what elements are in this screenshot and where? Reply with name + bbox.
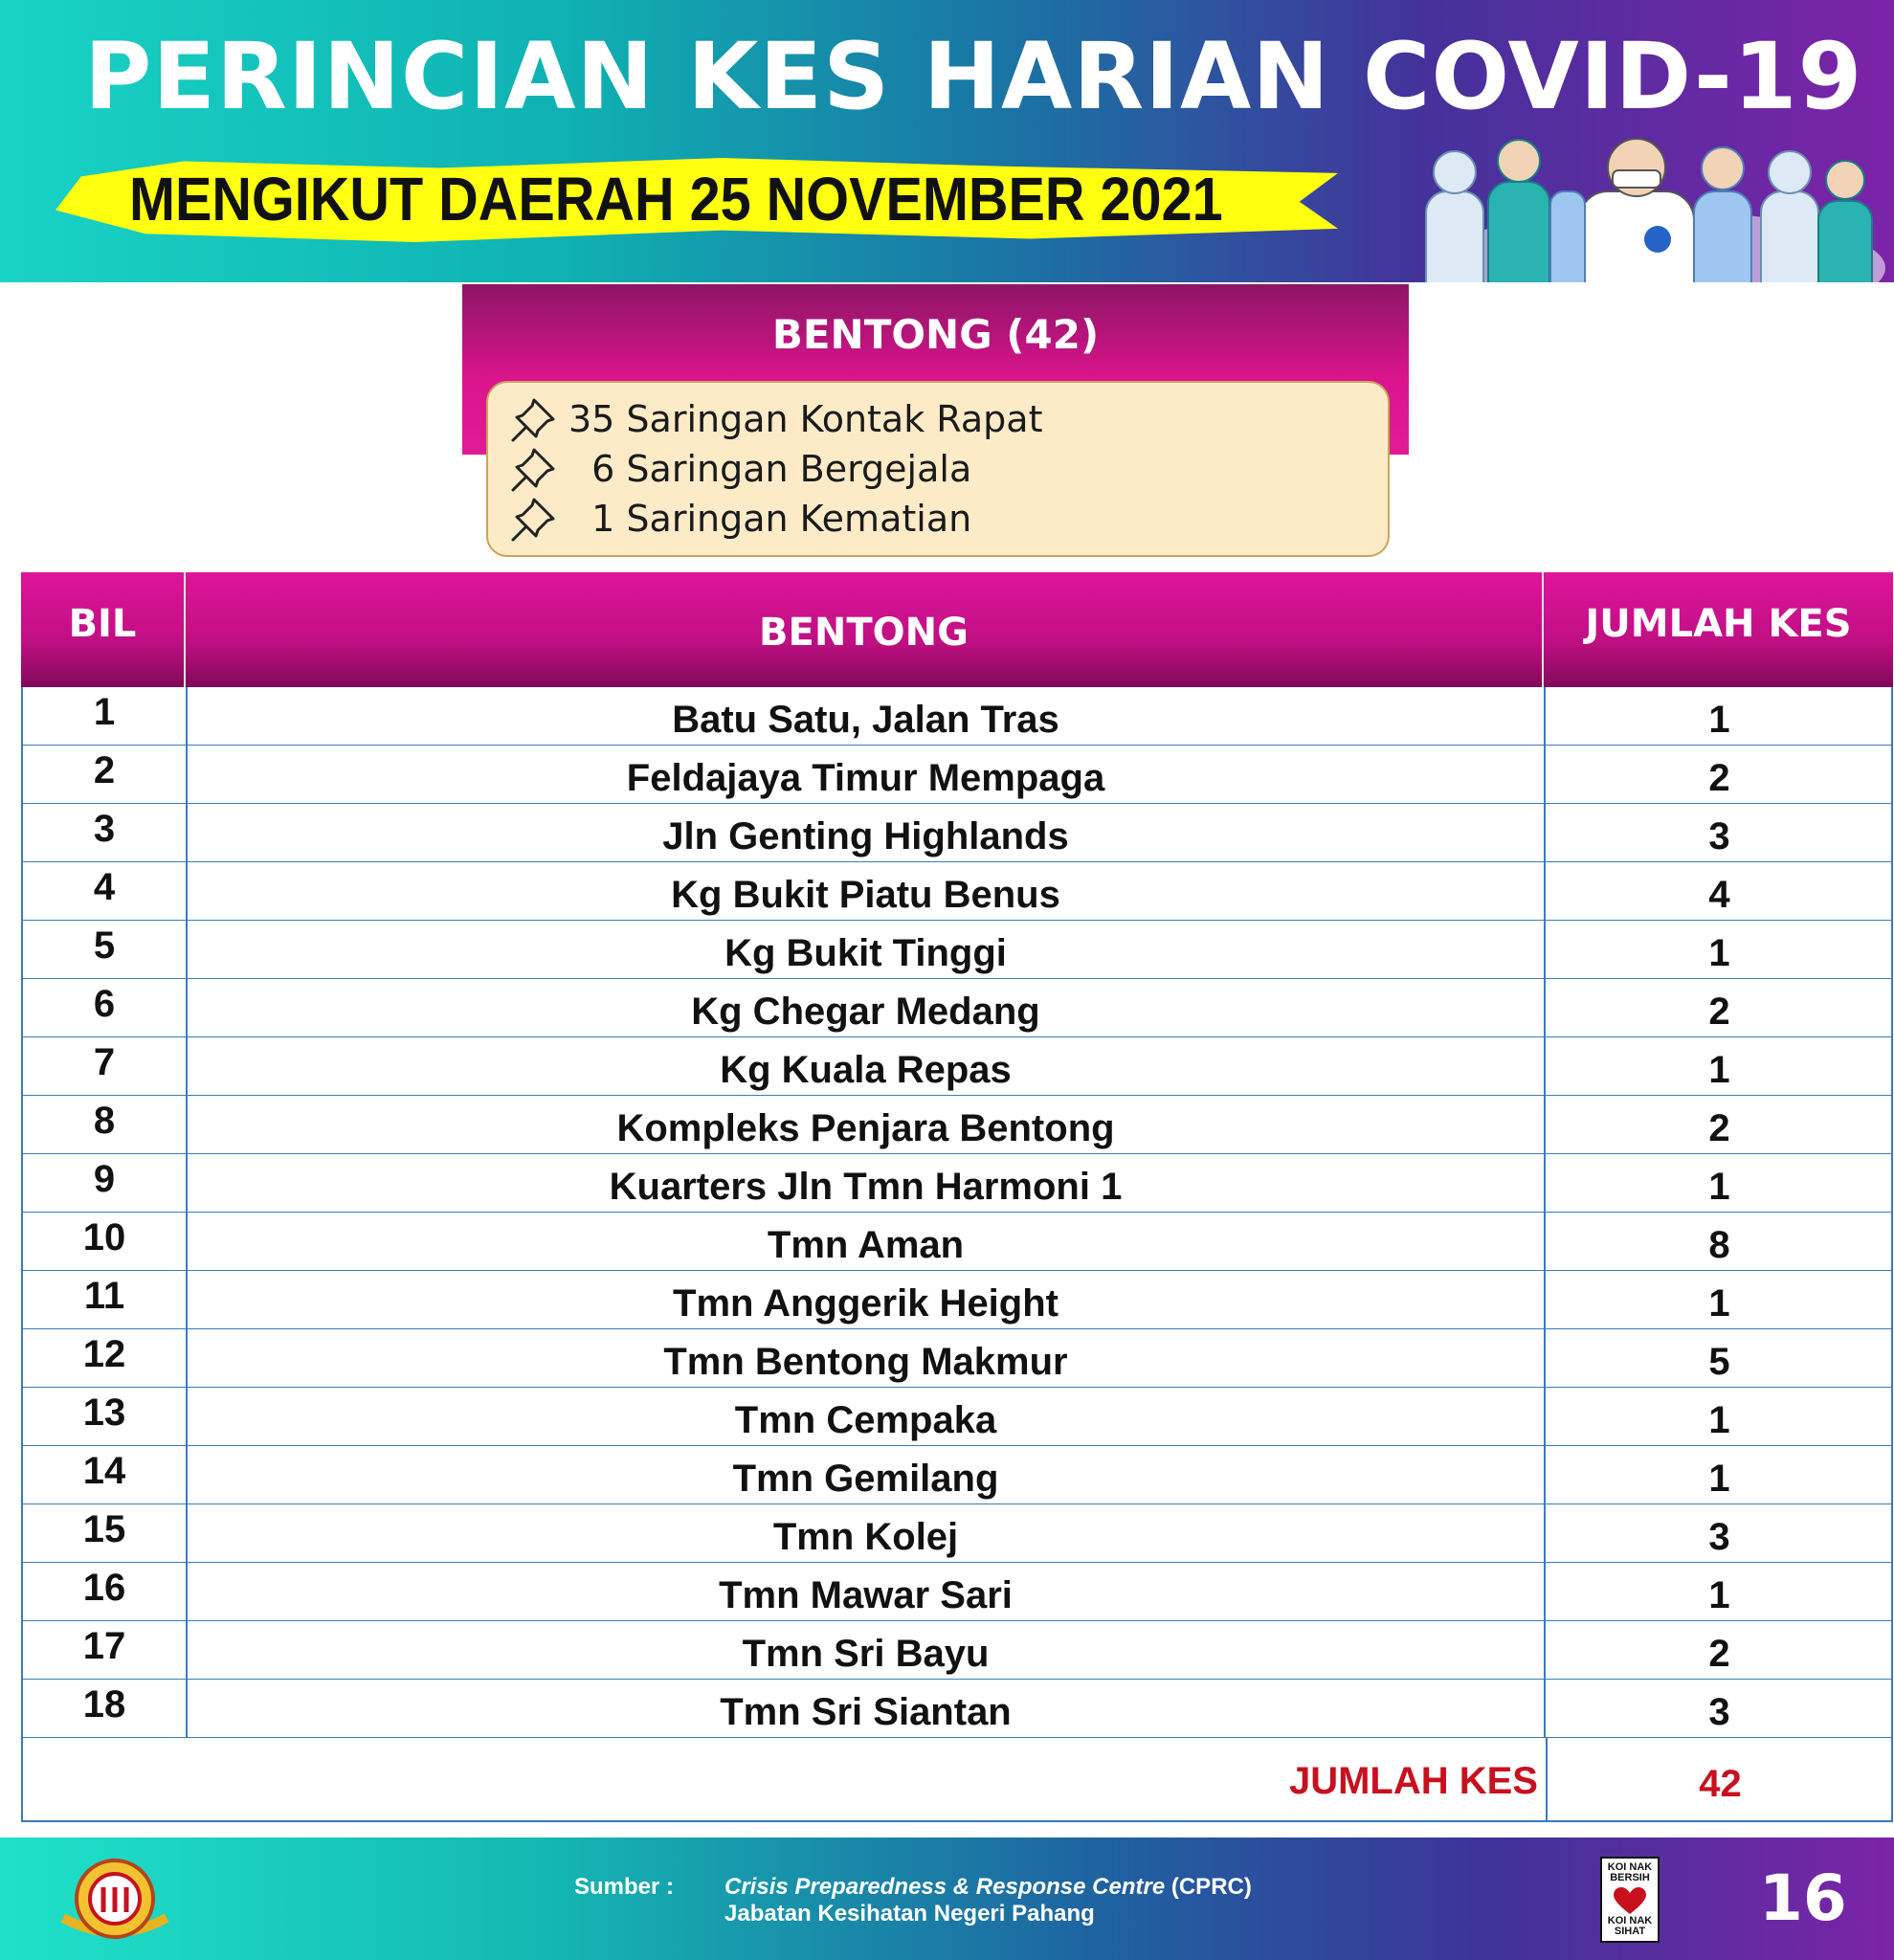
source-org-name: Crisis Preparedness & Response Centre [724, 1874, 1166, 1900]
cell-area: Kg Bukit Tinggi [188, 921, 1546, 978]
koi-nak-sihat-badge [1600, 1857, 1660, 1943]
table-row [23, 804, 1891, 862]
header-banner [0, 0, 1894, 282]
cell-count: 1 [1708, 1399, 1730, 1441]
cell-count: 1 [1708, 1282, 1730, 1325]
table-row [23, 921, 1891, 979]
cell-area: Tmn Aman [188, 1213, 1546, 1270]
table-row [23, 1621, 1891, 1680]
cell-area: Batu Satu, Jalan Tras [188, 687, 1546, 745]
cell-count: 2 [1708, 991, 1730, 1033]
cell-area: Feldajaya Timur Mempaga [188, 746, 1546, 803]
cell-bil: 7 [23, 1037, 188, 1095]
cell-area: Kuarters Jln Tmn Harmoni 1 [188, 1154, 1546, 1212]
cell-area: Tmn Sri Bayu [188, 1621, 1546, 1679]
pushpin-icon [509, 394, 559, 444]
column-header-count: JUMLAH KES [1585, 602, 1852, 646]
cell-bil: 11 [23, 1271, 188, 1328]
table-row [23, 1504, 1891, 1563]
cell-count: 2 [1708, 1633, 1730, 1675]
table-row [23, 1388, 1891, 1446]
column-header-area: BENTONG [186, 572, 1544, 687]
pushpin-icon [509, 494, 559, 544]
cell-count: 3 [1708, 1691, 1730, 1733]
cell-count: 3 [1708, 815, 1730, 858]
table-row [23, 1680, 1891, 1738]
table-row [23, 1213, 1891, 1271]
cell-area: Kg Kuala Repas [188, 1037, 1546, 1095]
cell-area: Kompleks Penjara Bentong [188, 1096, 1546, 1153]
source-label: Sumber : [574, 1874, 675, 1900]
cell-bil: 6 [23, 979, 188, 1036]
cell-count: 1 [1708, 1166, 1730, 1208]
cases-table [21, 572, 1893, 1822]
badge-top-text: KOI NAK BERSIH [1607, 1861, 1653, 1883]
table-row [23, 1037, 1891, 1096]
cell-area: Tmn Gemilang [188, 1446, 1546, 1503]
table-row [23, 1446, 1891, 1504]
cell-bil: 15 [23, 1504, 188, 1562]
summary-item [509, 444, 971, 494]
total-row [21, 1738, 1893, 1822]
cell-count: 1 [1708, 1049, 1730, 1091]
pushpin-icon [509, 444, 559, 494]
table-row [23, 1096, 1891, 1154]
summary-item [509, 494, 971, 544]
cell-bil: 12 [23, 1329, 188, 1387]
cell-area: Jln Genting Highlands [188, 804, 1546, 861]
cell-area: Tmn Kolej [188, 1504, 1546, 1562]
heart-icon [1614, 1887, 1646, 1916]
cell-bil: 1 [23, 687, 188, 745]
page-subtitle: MENGIKUT DAERAH 25 NOVEMBER 2021 [129, 165, 1223, 234]
cell-area: Kg Bukit Piatu Benus [188, 862, 1546, 920]
table-row [23, 979, 1891, 1037]
cell-bil: 13 [23, 1388, 188, 1445]
table-row [23, 1154, 1891, 1213]
cell-bil: 14 [23, 1446, 188, 1503]
table-row [23, 746, 1891, 804]
district-title: BENTONG (42) [771, 311, 1100, 358]
table-row [23, 1563, 1891, 1621]
cell-count: 3 [1708, 1516, 1730, 1558]
cell-area: Tmn Cempaka [188, 1388, 1546, 1445]
page-title: PERINCIAN KES HARIAN COVID-19 [84, 23, 1863, 130]
footer-bar [0, 1838, 1894, 1960]
summary-box [486, 381, 1390, 557]
total-value: 42 [1546, 1738, 1893, 1820]
source-department: Jabatan Kesihatan Negeri Pahang [724, 1901, 1095, 1927]
summary-text: 1 Saringan Kematian [568, 498, 972, 540]
cell-bil: 10 [23, 1213, 188, 1270]
summary-text: 35 Saringan Kontak Rapat [568, 398, 1043, 440]
cell-count: 1 [1708, 1458, 1730, 1500]
cell-bil: 8 [23, 1096, 188, 1153]
cell-count: 8 [1708, 1224, 1730, 1266]
cell-area: Tmn Mawar Sari [188, 1563, 1546, 1620]
cell-count: 2 [1708, 757, 1730, 799]
cell-bil: 5 [23, 921, 188, 978]
cell-count: 2 [1708, 1107, 1730, 1149]
cell-bil: 9 [23, 1154, 188, 1212]
summary-text: 6 Saringan Bergejala [568, 448, 972, 490]
table-header [21, 572, 1893, 687]
cell-count: 1 [1708, 932, 1730, 974]
cell-count: 1 [1708, 699, 1730, 741]
cell-area: Tmn Bentong Makmur [188, 1329, 1546, 1387]
cell-area: Tmn Anggerik Height [188, 1271, 1546, 1328]
badge-bottom-text: KOI NAK SIHAT [1607, 1915, 1653, 1937]
column-header-bil: BIL [21, 572, 186, 687]
cell-count: 1 [1708, 1574, 1730, 1616]
cell-count: 4 [1708, 874, 1730, 916]
table-row [23, 862, 1891, 921]
source-org-abbr: (CPRC) [1165, 1874, 1252, 1900]
total-label: JUMLAH KES [1288, 1760, 1538, 1802]
cell-area: Kg Chegar Medang [188, 979, 1546, 1036]
cell-area: Tmn Sri Siantan [188, 1680, 1546, 1737]
table-row [23, 1329, 1891, 1388]
cell-bil: 3 [23, 804, 188, 861]
healthcare-workers-illustration [1407, 124, 1885, 282]
source-organization [724, 1874, 1252, 1901]
jkn-logo-icon [57, 1851, 172, 1950]
table-row [23, 1271, 1891, 1329]
summary-item [509, 394, 1042, 444]
cell-bil: 2 [23, 746, 188, 803]
cell-bil: 18 [23, 1680, 188, 1737]
table-body [21, 687, 1893, 1738]
cell-count: 5 [1708, 1341, 1730, 1383]
cell-bil: 4 [23, 862, 188, 920]
page-number: 16 [1759, 1861, 1847, 1935]
cell-bil: 16 [23, 1563, 188, 1620]
table-row [23, 687, 1891, 746]
cell-bil: 17 [23, 1621, 188, 1679]
